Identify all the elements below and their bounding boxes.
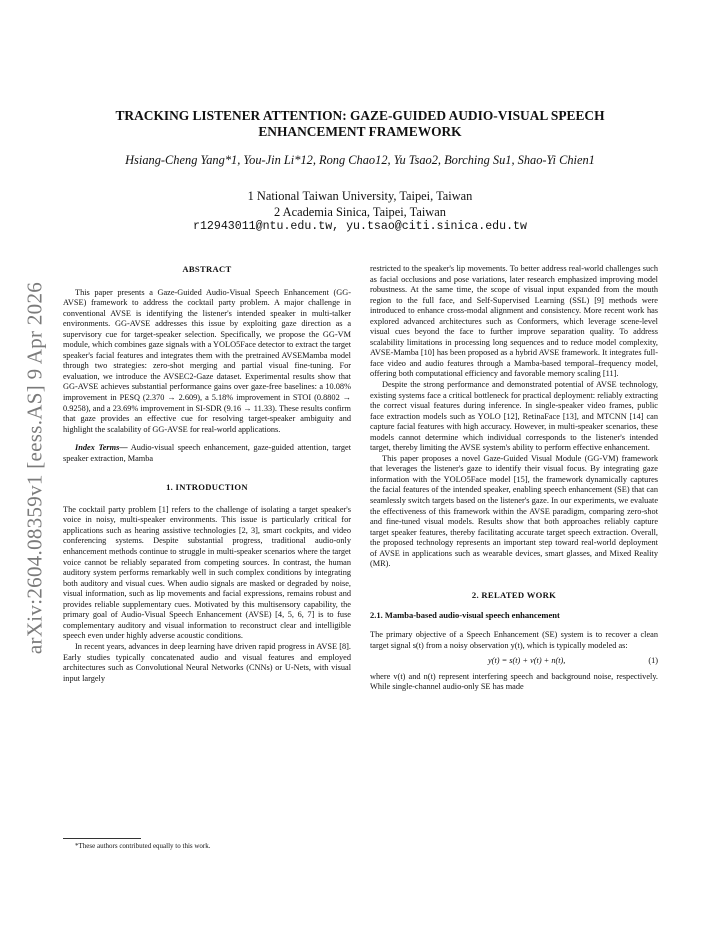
affiliation-2: 2 Academia Sinica, Taipei, Taiwan [274,205,446,219]
footnote-rule [63,838,141,839]
right-paragraph-1: restricted to the speaker's lip movements. To better address real-world challenges such as facial occlusions and pose variations, later research emphasized improving model robustness. At the same time, the scope of visual input expanded from the mouth region to the full face, and Self-Supervised Learning (SSL) [9] methods were introduced to enhance cross-modal alignment and consistency. More recent work has explored advanced architectures such as Conformers, which leverage scene-level visual cues beyond the face to further improve separation quality. To address scalability limitations in processing long sequences and to reduce model complexity, AVSE-Mamba [10] has been proposed as a hybrid AVSE framework. It integrates full-face video and audio features through a Mamba-based temporal–frequency model, offering both computational efficiency and favorable memory scaling [11]. [370,264,658,379]
author-emails: r12943011@ntu.edu.tw, yu.tsao@citi.sinica.edu.tw [193,220,527,233]
paper-title [60,108,660,140]
right-paragraph-2: Despite the strong performance and demonstrated potential of AVSE technology, existing systems face a critical bottleneck for practical deployment: reliably extracting the correct visual features during inference. In single-speaker video frames, public face extraction models such as YOLO [12], RetinaFace [13], and MTCNN [14] can capture facial features with high accuracy. However, in multi-speaker scenarios, these models cannot determine which individual corresponds to the listener's intended target, thereby limiting the AVSE system's ability to perform effective enhancement. [370,380,658,453]
related-paragraph-2: where v(t) and n(t) represent interfering speech and background noise, respectively. While single-channel audio-only SE has made [370,671,658,692]
index-terms-label: Index Terms— [75,443,128,453]
introduction-heading: 1. INTRODUCTION [166,482,248,493]
equation-body: y(t) = s(t) + v(t) + n(t), [488,656,566,666]
related-paragraph-1: The primary objective of a Speech Enhancement (SE) system is to recover a clean target signal s(t) from a noisy observation y(t), which is typically modeled as: [370,629,658,650]
abstract-heading: ABSTRACT [182,264,232,274]
arxiv-sidebar-stamp [22,255,48,680]
arxiv-identifier: arXiv:2604.08359v1 [eess.AS] 9 Apr 2026 [22,281,47,654]
footnote: *These authors contributed equally to this work. [75,842,211,850]
right-column [370,264,658,693]
related-work-heading: 2. RELATED WORK [471,589,557,600]
equation-1 [370,656,658,667]
author-list: Hsiang-Cheng Yang*1, You-Jin Li*12, Rong Chao12, Yu Tsao2, Borching Su1, Shao-Yi Chien1 [125,153,595,167]
title-line-1: TRACKING LISTENER ATTENTION: GAZE-GUIDED AUDIO-VISUAL SPEECH [115,108,605,123]
right-paragraph-3: This paper proposes a novel Gaze-Guided Visual Module (GG-VM) framework that leverages the listener's gaze to identify their visual focus. By integrating gaze information with the YOLO5Face model [15], the framework dynamically captures the facial features of the intended speaker, enabling speech enhancement (SE) that can seamlessly switch targets based on the listener's gaze. In our experiments, we evaluate the effectiveness of this framework within the AVSE paradigm, comparing zero-shot and fine-tuned visual models. Results show that both approaches reliably capture target speaker features, thereby facilitating accurate target speech extraction. Overall, the proposed technology represents an important step toward real-world deployment of AVSE in applications such as wearable devices, smart glasses, and Mixed Reality (MR). [370,453,658,569]
index-terms [63,443,351,464]
abstract-text: This paper presents a Gaze-Guided Audio-Visual Speech Enhancement (GG-AVSE) framework to address the cocktail party problem. A major challenge in conventional AVSE is identifying the listener's intended speaker in multi-talker environments. GG-AVSE addresses this issue by exploiting gaze direction as a supervisory cue for target-speaker selection. Specifically, we propose the GG-VM module, which combines gaze signals with a YOLO5Face detector to extract the target speaker's facial features and integrates them with the pretrained AVSEMamba model through two strategies: zero-shot merging and partial visual fine-tuning. For evaluation, we introduce the AVSEC2-Gaze dataset. Experimental results show that GG-AVSE achieves substantial performance gains over gaze-free baselines: a 10.08% improvement in PESQ (2.370 → 2.609), a 5.18% improvement in STOI (0.8802 → 0.9258), and a 23.69% improvement in SI-SDR (9.16 → 11.33). These results confirm that gaze provides an effective cue for resolving target-speaker ambiguity and highlight the scalability of GG-AVSE for real-world applications. [63,287,351,434]
title-line-2: ENHANCEMENT FRAMEWORK [258,124,462,139]
affiliation-1: 1 National Taiwan University, Taipei, Taiwan [247,189,473,203]
left-column [63,264,351,684]
index-terms-text: Audio-visual speech enhancement, gaze-guided attention, target speaker extraction, Mamba [63,443,352,463]
intro-paragraph-1: The cocktail party problem [1] refers to the challenge of isolating a target speaker's voice in noisy, multi-speaker environments. This issue is particularly critical for applications such as hearing assistive technologies [2, 3], smart cockpits, and video conferencing systems. Despite substantial progress, traditional audio-only enhancement methods continue to struggle in multi-speaker scenarios where the target voice cannot be reliably separated from competing sources. In contrast, the human auditory system performs remarkably well in such complex conditions by integrating both auditory and visual cues. When audio signals are masked or degraded by noise, visual information, such as lip movements and facial expressions, remains robust and provides reliable supplementary cues. Motivated by this multisensory capability, the primary goal of Audio-Visual Speech Enhancement (AVSE) [4, 5, 6, 7] is to fuse complementary auditory and visual information to reconstruct clear and intelligible speech even under highly adverse acoustic conditions. [63,504,351,641]
equation-number: (1) [648,656,658,666]
subsection-heading: 2.1. Mamba-based audio-visual speech enhancement [370,610,560,621]
intro-paragraph-2: In recent years, advances in deep learning have driven rapid progress in AVSE [8]. Early studies typically concatenated audio and visual features and employed architectures such as Convolutional Neural Networks (CNNs) or U-Nets, with visual input largely [63,641,351,683]
